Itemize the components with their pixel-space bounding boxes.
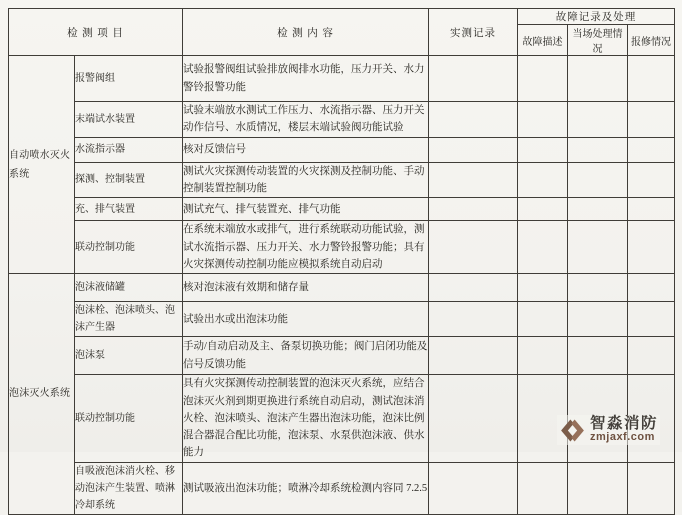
brand-site: zmjaxf.com bbox=[589, 431, 655, 444]
measured-record-cell bbox=[429, 462, 518, 514]
content-cell: 试验出水或出泡沫功能 bbox=[183, 302, 429, 337]
repair-status-cell bbox=[628, 221, 675, 274]
onsite-handling-cell bbox=[568, 274, 628, 302]
item-cell: 泡沫栓、泡沫喷头、泡沫产生器 bbox=[75, 302, 183, 337]
item-cell: 充、排气装置 bbox=[75, 198, 183, 221]
onsite-handling-cell bbox=[568, 221, 628, 274]
content-cell: 手动/自动启动及主、备泵切换功能；阀门启闭功能及信号反馈功能 bbox=[183, 337, 429, 375]
item-cell: 探测、控制装置 bbox=[75, 162, 183, 198]
repair-status-cell bbox=[628, 302, 675, 337]
fault-desc-cell bbox=[518, 462, 568, 514]
content-cell: 在系统末端放水或排气，进行系统联动功能试验，测试水流指示器、压力开关、水力警铃报警功能；具有火灾探测传动控制功能应模拟系统自动启动 bbox=[183, 221, 429, 274]
measured-record-cell bbox=[429, 221, 518, 274]
header-fault-desc: 故障描述 bbox=[518, 25, 568, 56]
onsite-handling-cell bbox=[568, 462, 628, 514]
measured-record-cell bbox=[429, 137, 518, 162]
measured-record-cell bbox=[429, 198, 518, 221]
repair-status-cell bbox=[628, 102, 675, 138]
content-cell: 测试火灾探测传动装置的火灾探测及控制功能、手动控制装置控制功能 bbox=[183, 162, 429, 198]
header-fault-group: 故障记录及处理 bbox=[518, 9, 675, 25]
measured-record-cell bbox=[429, 375, 518, 463]
item-cell: 末端试水装置 bbox=[75, 102, 183, 138]
content-cell: 测试吸液出泡沫功能；喷淋冷却系统检测内容同 7.2.5 bbox=[183, 462, 429, 514]
onsite-handling-cell bbox=[568, 102, 628, 138]
content-cell: 测试充气、排气装置充、排气功能 bbox=[183, 198, 429, 221]
table-row bbox=[9, 337, 675, 375]
fault-desc-cell bbox=[518, 302, 568, 337]
item-cell: 联动控制功能 bbox=[75, 375, 183, 463]
onsite-handling-cell bbox=[568, 56, 628, 102]
header-repair-status: 报修情况 bbox=[628, 25, 675, 56]
table-row bbox=[9, 302, 675, 337]
repair-status-cell bbox=[628, 274, 675, 302]
watermark-logo bbox=[557, 415, 660, 445]
content-cell: 核对反馈信号 bbox=[183, 137, 429, 162]
onsite-handling-cell bbox=[568, 302, 628, 337]
fault-desc-cell bbox=[518, 337, 568, 375]
table-row bbox=[9, 462, 675, 514]
category-foam-system: 泡沫灭火系统 bbox=[9, 274, 75, 515]
table-row bbox=[9, 137, 675, 162]
repair-status-cell bbox=[628, 337, 675, 375]
category-sprinkler-system: 自动喷水灭火系统 bbox=[9, 56, 75, 274]
diamond-logo-icon bbox=[559, 417, 586, 444]
repair-status-cell bbox=[628, 162, 675, 198]
onsite-handling-cell bbox=[568, 137, 628, 162]
item-cell: 自吸液泡沫消火栓、移动泡沫产生装置、喷淋冷却系统 bbox=[75, 462, 183, 514]
repair-status-cell bbox=[628, 56, 675, 102]
table-row bbox=[9, 102, 675, 138]
header-measured-record: 实测记录 bbox=[429, 9, 518, 56]
measured-record-cell bbox=[429, 56, 518, 102]
brand-name: 智淼消防 bbox=[589, 415, 658, 433]
header-project: 检 测 项 目 bbox=[9, 9, 183, 56]
item-cell: 联动控制功能 bbox=[75, 221, 183, 274]
table-row bbox=[9, 162, 675, 198]
content-cell: 试验报警阀组试验排放阀排水功能，压力开关、水力警铃报警功能 bbox=[183, 56, 429, 102]
fault-desc-cell bbox=[518, 102, 568, 138]
repair-status-cell bbox=[628, 198, 675, 221]
onsite-handling-cell bbox=[568, 337, 628, 375]
table-row bbox=[9, 274, 675, 302]
fault-desc-cell bbox=[518, 162, 568, 198]
header-onsite-handling: 当场处理情况 bbox=[568, 25, 628, 56]
table-row bbox=[9, 221, 675, 274]
repair-status-cell bbox=[628, 137, 675, 162]
content-cell: 核对泡沫液有效期和储存量 bbox=[183, 274, 429, 302]
measured-record-cell bbox=[429, 337, 518, 375]
content-cell: 试验末端放水测试工作压力、水流指示器、压力开关动作信号、水质情况，楼层末端试验阀功能试验 bbox=[183, 102, 429, 138]
measured-record-cell bbox=[429, 102, 518, 138]
fault-desc-cell bbox=[518, 137, 568, 162]
table-row bbox=[9, 56, 675, 102]
header-content: 检 测 内 容 bbox=[183, 9, 429, 56]
item-cell: 泡沫泵 bbox=[75, 337, 183, 375]
fault-desc-cell bbox=[518, 274, 568, 302]
item-cell: 报警阀组 bbox=[75, 56, 183, 102]
item-cell: 水流指示器 bbox=[75, 137, 183, 162]
fault-desc-cell bbox=[518, 221, 568, 274]
fault-desc-cell bbox=[518, 198, 568, 221]
table-row bbox=[9, 198, 675, 221]
content-cell: 具有火灾探测传动控制装置的泡沫灭火系统，应结合泡沫灭火剂到期更换进行系统自动启动，测试泡沫消火栓、泡沫喷头、泡沫产生器出泡沫功能，泡沫比例混合器混合配比功能，泡沫泵、水泵供泡沫液、供水能力 bbox=[183, 375, 429, 463]
onsite-handling-cell bbox=[568, 198, 628, 221]
repair-status-cell bbox=[628, 462, 675, 514]
measured-record-cell bbox=[429, 302, 518, 337]
measured-record-cell bbox=[429, 274, 518, 302]
item-cell: 泡沫液储罐 bbox=[75, 274, 183, 302]
fault-desc-cell bbox=[518, 56, 568, 102]
onsite-handling-cell bbox=[568, 162, 628, 198]
measured-record-cell bbox=[429, 162, 518, 198]
